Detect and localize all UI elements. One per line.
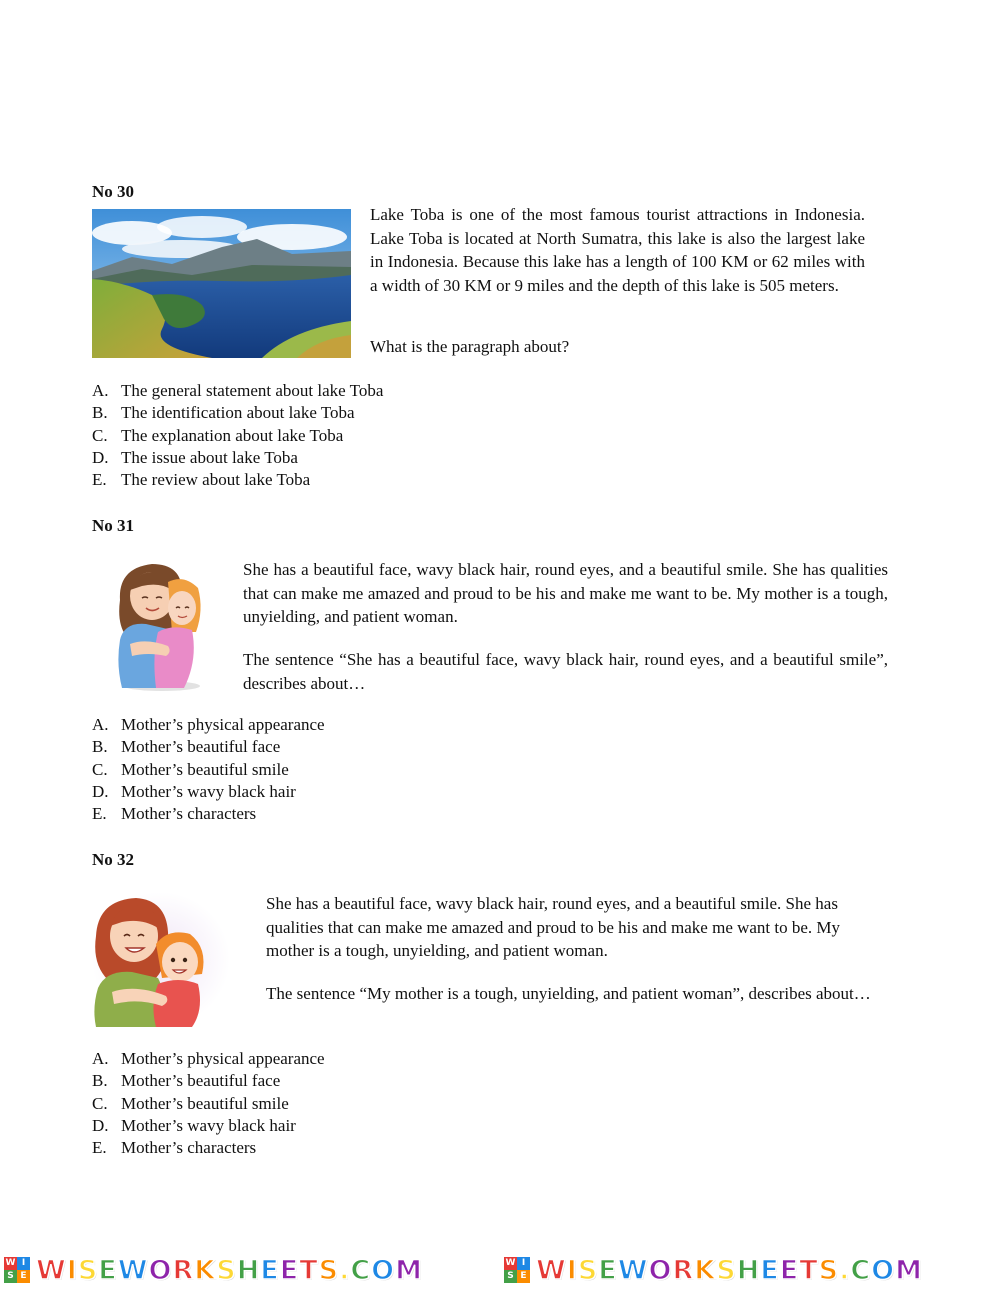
option-letter: D.: [92, 447, 109, 467]
watermark-letter: W: [617, 1254, 649, 1286]
option-text: Mother’s beautiful face: [121, 1071, 281, 1091]
option-text: Mother’s beautiful smile: [121, 1093, 289, 1113]
option-text: Mother’s beautiful smile: [121, 759, 289, 779]
question-31-prompt: The sentence “She has a beautiful face, wavy black hair, round eyes, and a beautiful smile”, describes about…: [243, 650, 888, 693]
option-letter: A.: [92, 715, 109, 734]
option-letter: B.: [92, 403, 108, 423]
option-b[interactable]: [92, 736, 325, 758]
watermark-letter: S: [818, 1254, 840, 1286]
watermark-letter: E: [260, 1254, 280, 1286]
option-c[interactable]: [92, 425, 383, 447]
watermark-letter: O: [148, 1254, 173, 1286]
option-text: Mother’s physical appearance: [121, 715, 325, 734]
option-c[interactable]: [92, 759, 325, 781]
option-b[interactable]: [92, 1070, 325, 1092]
watermark-letter: W: [36, 1254, 67, 1286]
question-32-paragraph: She has a beautiful face, wavy black hair, round eyes, and a beautiful smile. She has qualities that can make me amazed and proud to be his and make me want to be. My mother is a tough, unyielding, and patient woman.: [266, 894, 841, 960]
watermark-letter: R: [672, 1254, 695, 1286]
watermark-letter: C: [850, 1254, 872, 1286]
watermark-letter: S: [577, 1254, 599, 1286]
watermark-letter: K: [694, 1254, 717, 1286]
watermark-letter: M: [395, 1254, 423, 1286]
wiseworksheets-logo-icon: [504, 1257, 530, 1283]
logo-letter: E: [17, 1270, 30, 1283]
option-letter: C.: [92, 425, 108, 445]
watermark-letter: O: [648, 1254, 673, 1286]
watermark-letter: S: [716, 1254, 737, 1286]
option-text: Mother’s characters: [121, 1138, 257, 1158]
mother-daughter-illustration: [92, 892, 230, 1027]
option-letter: B.: [92, 737, 108, 757]
option-letter: E.: [92, 470, 107, 490]
question-32-prompt: The sentence “My mother is a tough, unyielding, and patient woman”, describes about…: [266, 984, 871, 1003]
option-text: Mother’s wavy black hair: [121, 1115, 296, 1135]
watermark-block: [4, 1252, 423, 1288]
wiseworksheets-logo-icon: [4, 1257, 30, 1283]
watermark-letter: E: [779, 1254, 800, 1286]
question-30-heading: No 30: [92, 182, 135, 201]
watermark-letter: I: [66, 1254, 78, 1286]
logo-letter: I: [17, 1257, 30, 1270]
question-31-options: [92, 714, 325, 825]
logo-letter: S: [504, 1270, 517, 1283]
watermark-letter: S: [77, 1254, 99, 1286]
option-text: The review about lake Toba: [121, 470, 311, 490]
option-text: Mother’s characters: [121, 804, 257, 824]
lake-toba-photo: [92, 209, 351, 358]
logo-letter: W: [505, 1258, 516, 1268]
question-31-heading: No 31: [92, 516, 135, 535]
option-d[interactable]: [92, 781, 325, 803]
option-a[interactable]: [92, 1048, 325, 1070]
watermark-letter: O: [371, 1254, 396, 1286]
watermark-letter: C: [350, 1254, 372, 1286]
footer-watermark-bar: [0, 1252, 1000, 1288]
watermark-letter: R: [172, 1254, 195, 1286]
option-letter: E.: [92, 804, 107, 824]
option-letter: D.: [92, 1115, 109, 1135]
option-letter: C.: [92, 759, 108, 779]
mother-hug-illustration: [112, 560, 212, 692]
logo-letter: I: [517, 1257, 530, 1270]
watermark-letter: I: [566, 1254, 578, 1286]
question-30-options: [92, 380, 383, 491]
watermark-letter: S: [318, 1254, 340, 1286]
watermark-letter: T: [799, 1254, 819, 1286]
watermark-letter: E: [760, 1254, 780, 1286]
watermark-letter: .: [339, 1254, 351, 1286]
logo-letter: S: [4, 1270, 17, 1283]
watermark-letter: O: [871, 1254, 896, 1286]
watermark-letter: E: [598, 1254, 618, 1286]
option-text: The general statement about lake Toba: [121, 381, 384, 400]
question-30-prompt: What is the paragraph about?: [370, 337, 570, 356]
question-32-heading: No 32: [92, 850, 135, 869]
option-a[interactable]: [92, 714, 325, 736]
option-letter: E.: [92, 1138, 107, 1158]
watermark-letter: K: [194, 1254, 217, 1286]
watermark-letter: W: [536, 1254, 567, 1286]
watermark-letter: W: [117, 1254, 149, 1286]
watermark-letter: M: [895, 1254, 923, 1286]
option-e[interactable]: [92, 803, 325, 825]
question-32-options: [92, 1048, 325, 1159]
option-text: Mother’s beautiful face: [121, 737, 281, 757]
option-letter: A.: [92, 381, 109, 400]
option-e[interactable]: [92, 469, 383, 491]
option-d[interactable]: [92, 447, 383, 469]
option-text: The issue about lake Toba: [121, 447, 298, 467]
watermark-text: [36, 1255, 423, 1286]
watermark-block: [504, 1252, 923, 1288]
option-text: Mother’s physical appearance: [121, 1049, 325, 1068]
option-text: Mother’s wavy black hair: [121, 781, 296, 801]
watermark-letter: E: [98, 1254, 118, 1286]
option-text: The explanation about lake Toba: [121, 425, 344, 445]
option-letter: D.: [92, 781, 109, 801]
option-b[interactable]: [92, 402, 383, 424]
option-e[interactable]: [92, 1137, 325, 1159]
watermark-letter: .: [839, 1254, 851, 1286]
watermark-text: [536, 1255, 923, 1286]
logo-letter: E: [517, 1270, 530, 1283]
question-31-paragraph: She has a beautiful face, wavy black hair, round eyes, and a beautiful smile. She has qualities that can make me amazed and proud to be his and make me want to be. My mother is a tough, unyielding, and patient woman.: [243, 560, 888, 626]
question-30-paragraph: Lake Toba is one of the most famous tourist attractions in Indonesia. Lake Toba is located at North Sumatra, this lake is also the largest lake in Indonesia. Because this lake has a length of 100 KM or 62 miles with a width of 30 KM or 9 miles and the depth of this lake is 505 meters.: [370, 205, 865, 295]
option-letter: B.: [92, 1071, 108, 1091]
option-letter: C.: [92, 1093, 108, 1113]
option-d[interactable]: [92, 1115, 325, 1137]
option-c[interactable]: [92, 1093, 325, 1115]
option-text: The identification about lake Toba: [121, 403, 355, 423]
logo-letter: W: [5, 1258, 16, 1268]
watermark-letter: S: [216, 1254, 237, 1286]
watermark-letter: H: [236, 1254, 261, 1286]
watermark-letter: T: [299, 1254, 319, 1286]
watermark-letter: H: [736, 1254, 761, 1286]
watermark-letter: E: [279, 1254, 300, 1286]
option-a[interactable]: [92, 380, 383, 402]
option-letter: A.: [92, 1049, 109, 1068]
